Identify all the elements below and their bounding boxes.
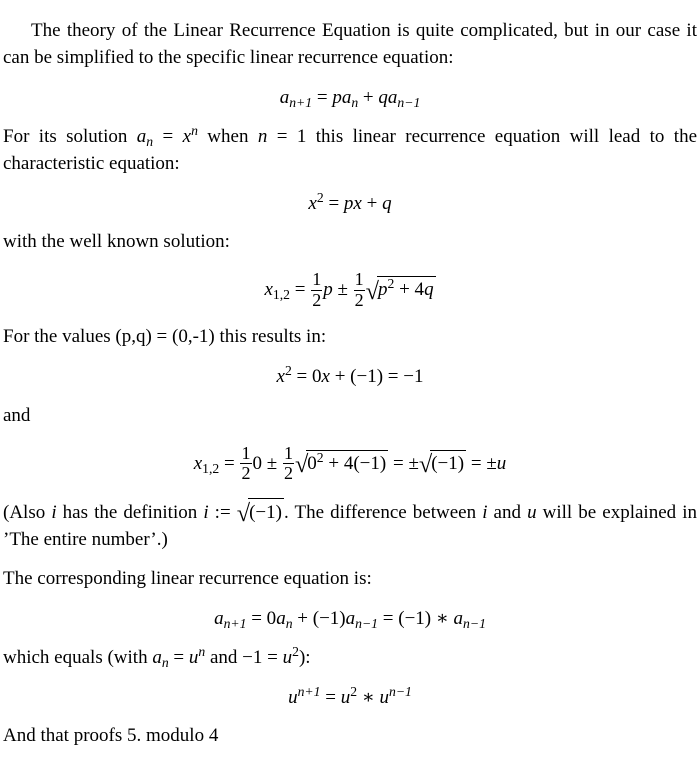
subscript: 1,2 [202, 461, 220, 477]
superscript: 2 [284, 363, 292, 379]
math-variable: i [482, 501, 488, 523]
radicand [377, 276, 436, 302]
paragraph-well-known-solution [3, 229, 697, 256]
math-variable: a [136, 125, 147, 147]
text-run: with the well known solution: [3, 231, 230, 253]
text-run: when [197, 125, 258, 147]
text-run: And that proofs 5. modulo 4 [3, 725, 219, 747]
text-run: = (−1) ∗ [378, 607, 454, 629]
math-variable: x [276, 366, 285, 388]
text-run: = ± [388, 453, 419, 475]
radicand [430, 450, 466, 476]
math-variable: i [203, 501, 209, 523]
sqrt-expression: √(−1) [418, 451, 465, 479]
fraction [354, 270, 365, 310]
math-variable: a [214, 607, 224, 629]
text-run: (−1) [249, 501, 282, 523]
subscript: n [161, 654, 169, 670]
paragraph-values-pq [3, 324, 697, 351]
text-run: + (−1) = −1 [329, 366, 424, 388]
text-run: = [168, 646, 189, 668]
fraction-denominator: 2 [241, 463, 251, 484]
text-run: = 0 [246, 607, 277, 629]
text-run: + 4(−1) [323, 453, 387, 475]
subscript: n [146, 133, 154, 149]
math-variable: x [264, 279, 273, 301]
text-run: The theory of the Linear Recurrence Equation is quite complicated, but in our case it can be simplified to the specific linear recurrence equation: [3, 20, 697, 68]
text-run: = [312, 86, 333, 108]
superscript: 2 [387, 276, 395, 292]
math-variable: a [276, 607, 286, 629]
text-run: (−1) [431, 453, 465, 475]
text-run: = [219, 453, 240, 475]
paragraph-solution-lead [3, 124, 697, 178]
sqrt-expression: √(−1) [237, 498, 284, 527]
text-run: = 0 [291, 366, 322, 388]
fraction-numerator: 1 [283, 443, 293, 463]
text-run: = 1 this linear recurrence equation will lead to the characteristic equation: [3, 125, 698, 174]
text-run: = ± [466, 453, 497, 475]
text-run: which equals (with [3, 646, 153, 668]
subscript: n+1 [289, 95, 313, 111]
math-variable: x [321, 366, 330, 388]
subscript: n−1 [355, 615, 379, 631]
equation-specific-characteristic [3, 365, 697, 389]
text-run: The corresponding linear recurrence equation is: [3, 567, 372, 589]
equation-quadratic-roots [3, 270, 697, 310]
paragraph-conclusion [3, 723, 697, 750]
equation-corresponding-recurrence [3, 607, 697, 631]
math-variable: q [382, 192, 392, 214]
math-variable: u [496, 453, 507, 475]
math-variable: pa [332, 86, 352, 108]
equation-u-powers [3, 683, 697, 710]
subscript: n+1 [223, 615, 247, 631]
subscript: 1,2 [272, 287, 290, 303]
text-run: + [361, 192, 383, 214]
fraction-denominator: 2 [312, 289, 322, 310]
text-run: For the values (p,q) = (0,-1) this results in: [3, 326, 327, 348]
superscript: n [198, 643, 206, 659]
text-run: and [487, 501, 528, 523]
superscript: 2 [292, 643, 299, 659]
fraction-denominator: 2 [283, 463, 293, 484]
text-run: 0 ± [252, 453, 282, 475]
fraction [283, 444, 294, 484]
paragraph-intro [3, 18, 697, 72]
math-variable: a [345, 607, 356, 629]
text-run: = [153, 125, 183, 147]
radicand [306, 450, 388, 476]
sqrt-expression: $√0^2 + 4(-1)$ [294, 450, 387, 479]
math-variable: n [257, 125, 268, 147]
fraction [311, 270, 322, 310]
text-run: ± [332, 279, 353, 301]
superscript: n−1 [388, 683, 412, 699]
subscript: n [285, 615, 293, 631]
subscript: n−1 [397, 95, 421, 111]
math-variable: i [51, 501, 57, 523]
text-run: ): [298, 646, 311, 668]
paragraph-i-definition [3, 498, 697, 554]
text-run: 0 [307, 453, 317, 475]
fraction-numerator: 1 [354, 269, 364, 290]
math-variable: q [424, 279, 434, 301]
superscript: n [191, 122, 198, 138]
text-run: For its solution [3, 125, 137, 147]
math-variable: u [527, 501, 537, 523]
text-run: and [3, 405, 31, 427]
math-variable: u [288, 686, 298, 708]
paragraph-which-equals [3, 645, 697, 672]
equation-linear-recurrence [3, 86, 697, 110]
text-run: + 4 [394, 279, 425, 301]
math-variable: qa [378, 86, 398, 108]
text-run: . The difference between [283, 501, 483, 523]
paragraph-corresponding-equation [3, 566, 697, 593]
fraction-numerator: 1 [312, 269, 322, 290]
math-variable: a [152, 646, 162, 668]
paragraph-and [3, 403, 697, 430]
superscript: 2 [316, 450, 324, 466]
text-run: := [208, 501, 237, 523]
equation-characteristic [3, 189, 697, 216]
text-run: will be explained in ’The entire number’.) [3, 501, 697, 550]
text-run: ∗ [357, 686, 380, 708]
math-variable: px [343, 192, 362, 214]
math-variable: p [378, 279, 388, 301]
text-run: = [320, 686, 341, 708]
subscript: n [351, 95, 359, 111]
fraction-numerator: 1 [241, 443, 251, 463]
equation-specific-roots [3, 444, 697, 484]
math-variable: x [308, 192, 317, 214]
math-variable: u [379, 686, 389, 708]
math-variable: a [453, 607, 464, 629]
text-run: = [289, 279, 311, 301]
math-variable: a [279, 86, 290, 108]
math-variable: p [323, 279, 333, 301]
superscript: 2 [350, 683, 358, 699]
math-variable: x [182, 125, 192, 147]
radicand [248, 498, 284, 527]
math-variable: u [340, 686, 351, 708]
text-run: has the definition [56, 501, 204, 523]
fraction-denominator: 2 [354, 289, 364, 310]
math-variable: u [188, 646, 199, 668]
document-body [3, 18, 697, 750]
text-run: + (−1) [292, 607, 346, 629]
text-run: + [358, 86, 379, 108]
math-variable: u [282, 646, 293, 668]
subscript: n−1 [463, 615, 486, 631]
fraction [240, 444, 251, 484]
superscript: 2 [316, 189, 324, 205]
text-run: (Also [3, 501, 52, 523]
text-run: = [323, 192, 344, 214]
text-run: and −1 = [205, 646, 283, 668]
sqrt-expression: $√p^2 + 4q$ [365, 276, 434, 305]
superscript: n+1 [297, 683, 321, 699]
math-variable: x [193, 453, 203, 475]
